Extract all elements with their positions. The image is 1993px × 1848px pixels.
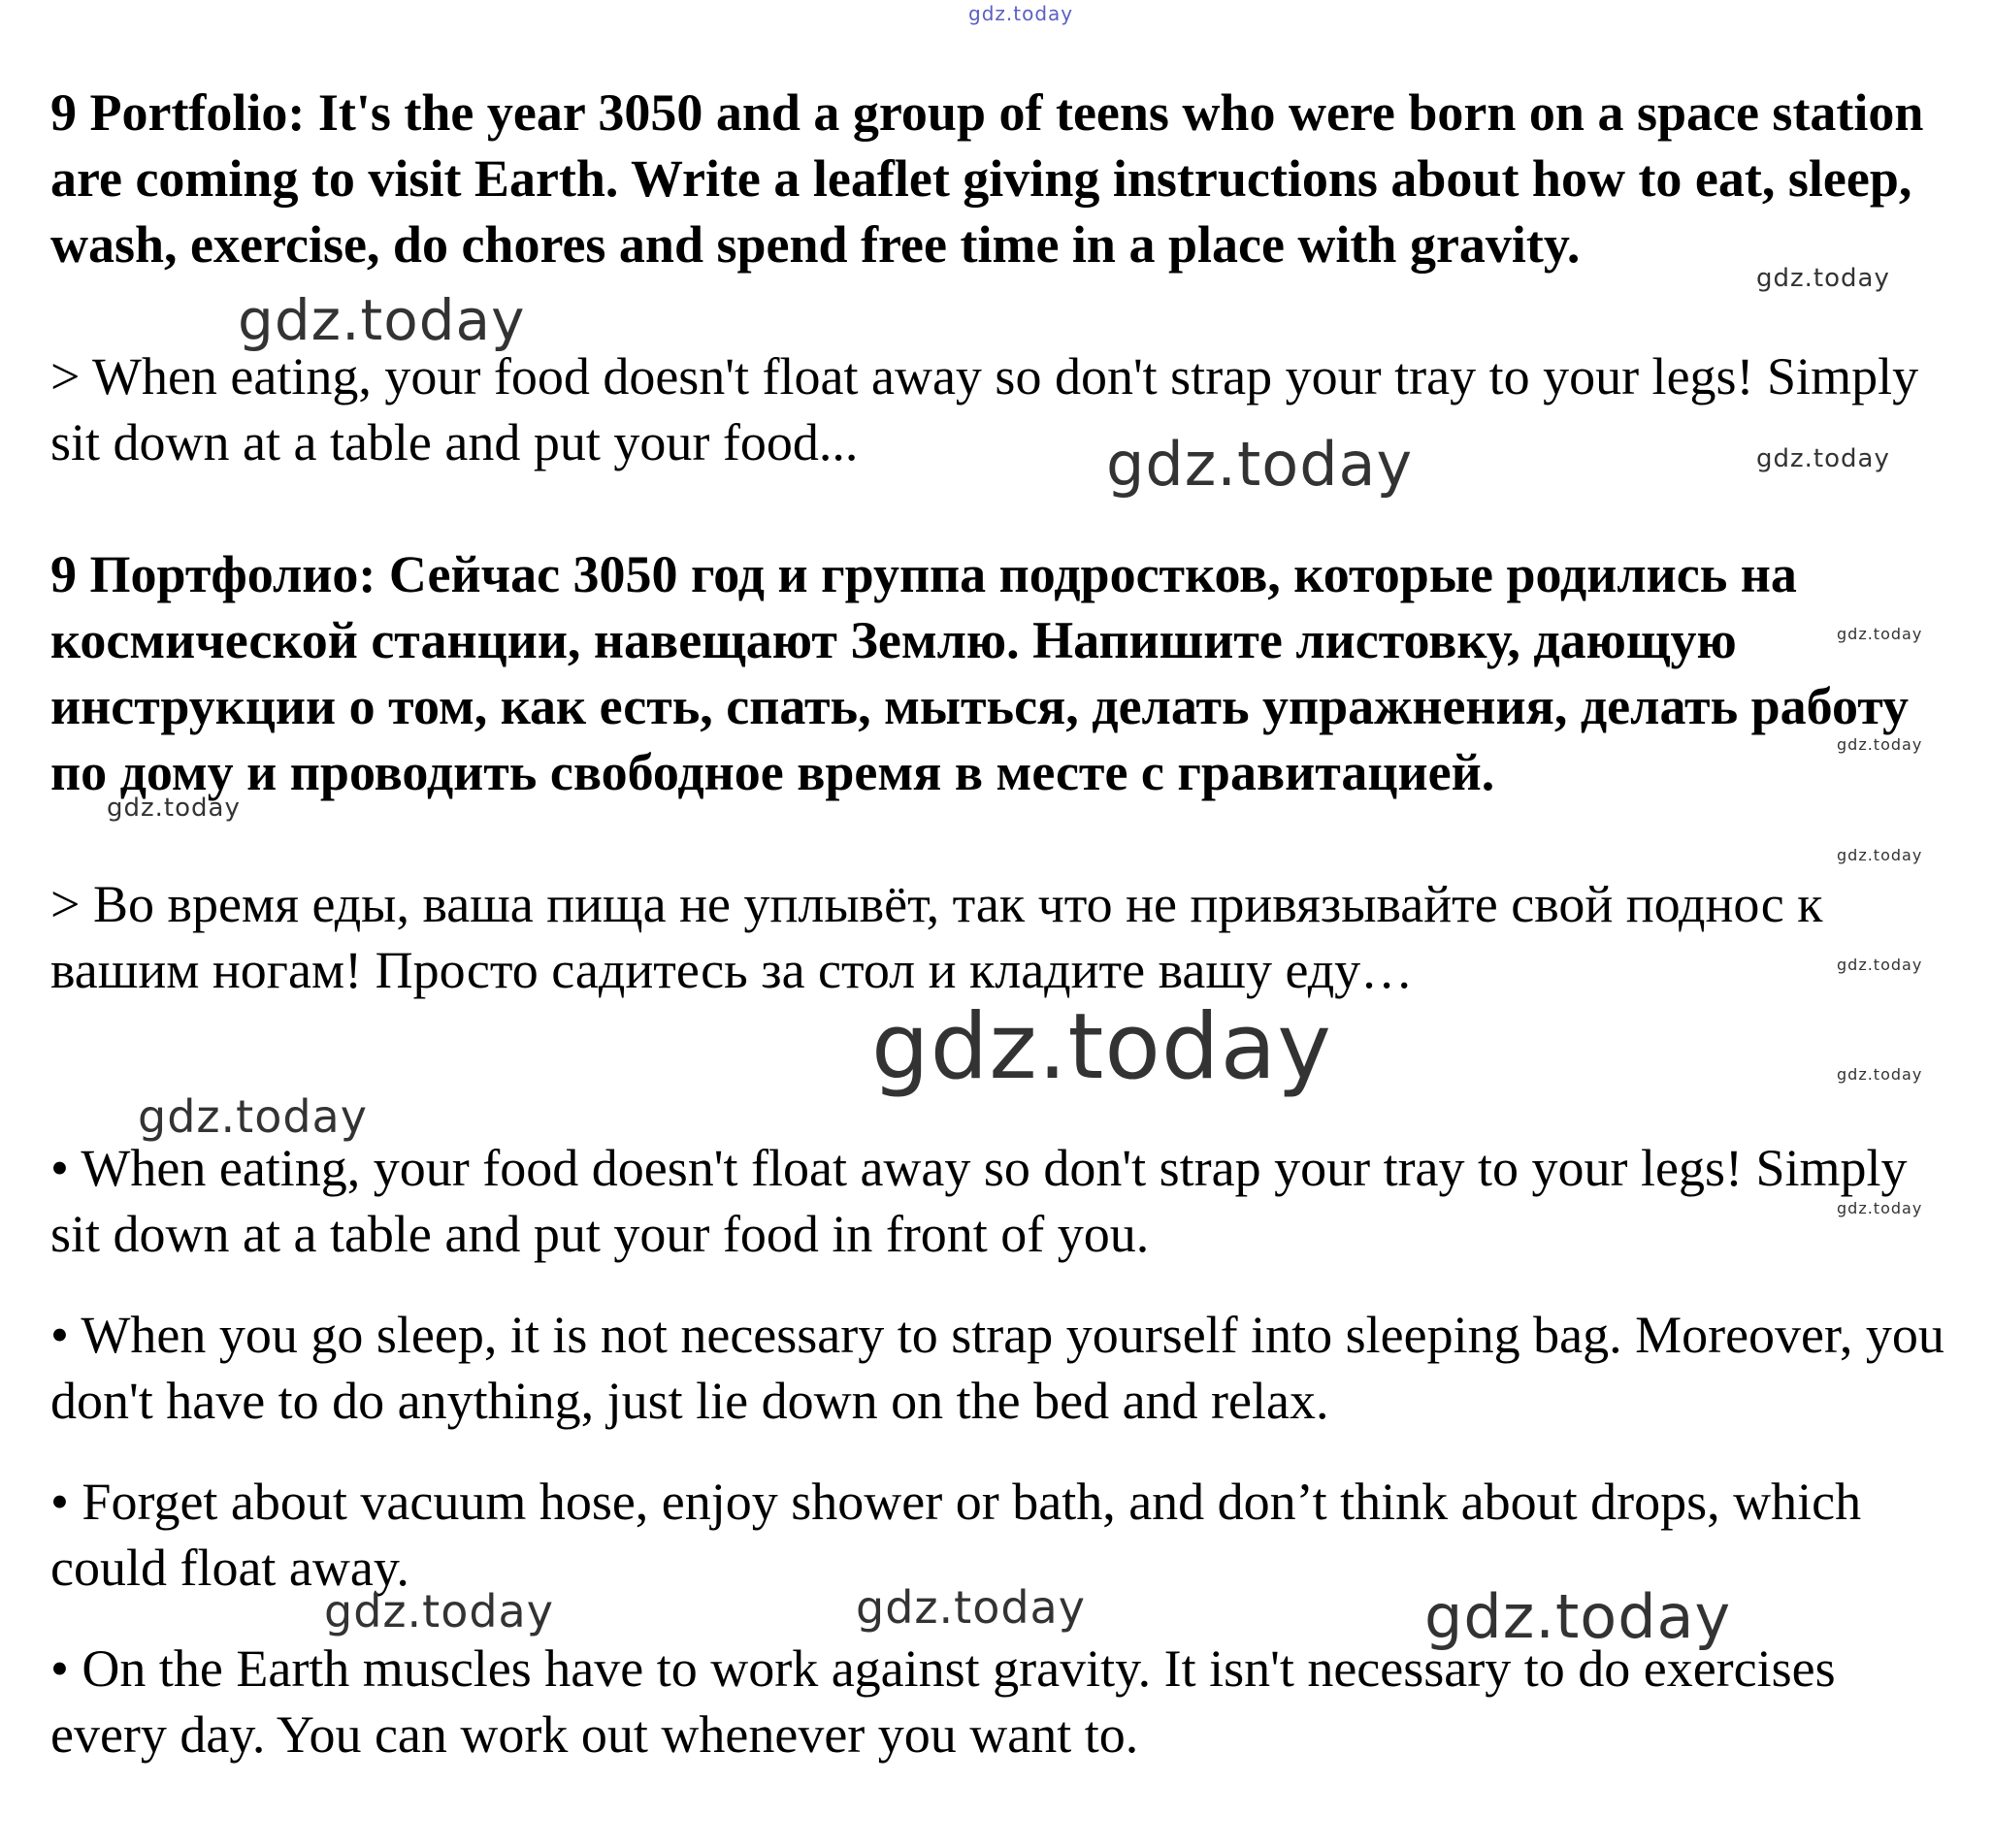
watermark: gdz.today	[138, 1090, 368, 1143]
watermark: gdz.today	[1837, 1199, 1923, 1217]
watermark: gdz.today	[107, 794, 241, 823]
watermark: gdz.today	[1837, 846, 1923, 864]
task-heading-ru: 9 Портфолио: Сейчас 3050 год и группа подростков, которые родились на космической станции, навещают Землю. Напишите листовку, дающую инструкции о том, как есть, спать, мыться, делать упражнения, делать работу по дому и проводить свободное время в месте с гравитацией.	[50, 545, 1910, 801]
task-sample-en: > When eating, your food doesn't float away so don't strap your tray to your legs! Simply sit down at a table and put your food...	[50, 347, 1919, 471]
watermark: gdz.today	[1756, 264, 1890, 293]
watermark: gdz.today	[1756, 444, 1890, 473]
task-heading-en: 9 Portfolio: It's the year 3050 and a group of teens who were born on a space station are coming to visit Earth. Write a leaflet giving instructions about how to eat, sleep, wash, exercise, do chores and spend free time in a place with gravity.	[50, 83, 1924, 274]
answer-bullet-washing: • Forget about vacuum hose, enjoy shower or bath, and don’t think about drops, which could float away.	[50, 1473, 1862, 1597]
watermark: gdz.today	[238, 287, 526, 353]
watermark: gdz.today	[1106, 429, 1414, 500]
task-sample-ru: > Во время еды, ваша пища не уплывёт, так что не привязывайте свой поднос к вашим ногам! Просто садитесь за стол и кладите вашу еду…	[50, 875, 1823, 999]
watermark: gdz.today	[1424, 1581, 1732, 1652]
answer-bullet-eating: • When eating, your food doesn't float away so don't strap your tray to your legs! Simply sit down at a table and put your food in front of you.	[50, 1139, 1908, 1263]
watermark: gdz.today	[324, 1585, 554, 1637]
watermark-large: gdz.today	[871, 994, 1332, 1100]
watermark: gdz.today	[1837, 625, 1923, 643]
watermark: gdz.today	[856, 1581, 1086, 1634]
watermark: gdz.today	[1837, 956, 1923, 974]
answer-bullet-sleeping: • When you go sleep, it is not necessary to strap yourself into sleeping bag. Moreover, you don't have to do anything, just lie down on the bed and relax.	[50, 1306, 1944, 1430]
answer-bullet-exercise: • On the Earth muscles have to work against gravity. It isn't necessary to do exercises every day. You can work out whenever you want to.	[50, 1639, 1836, 1764]
watermark-top: gdz.today	[968, 2, 1074, 25]
watermark: gdz.today	[1837, 1065, 1923, 1084]
watermark: gdz.today	[1837, 735, 1923, 754]
